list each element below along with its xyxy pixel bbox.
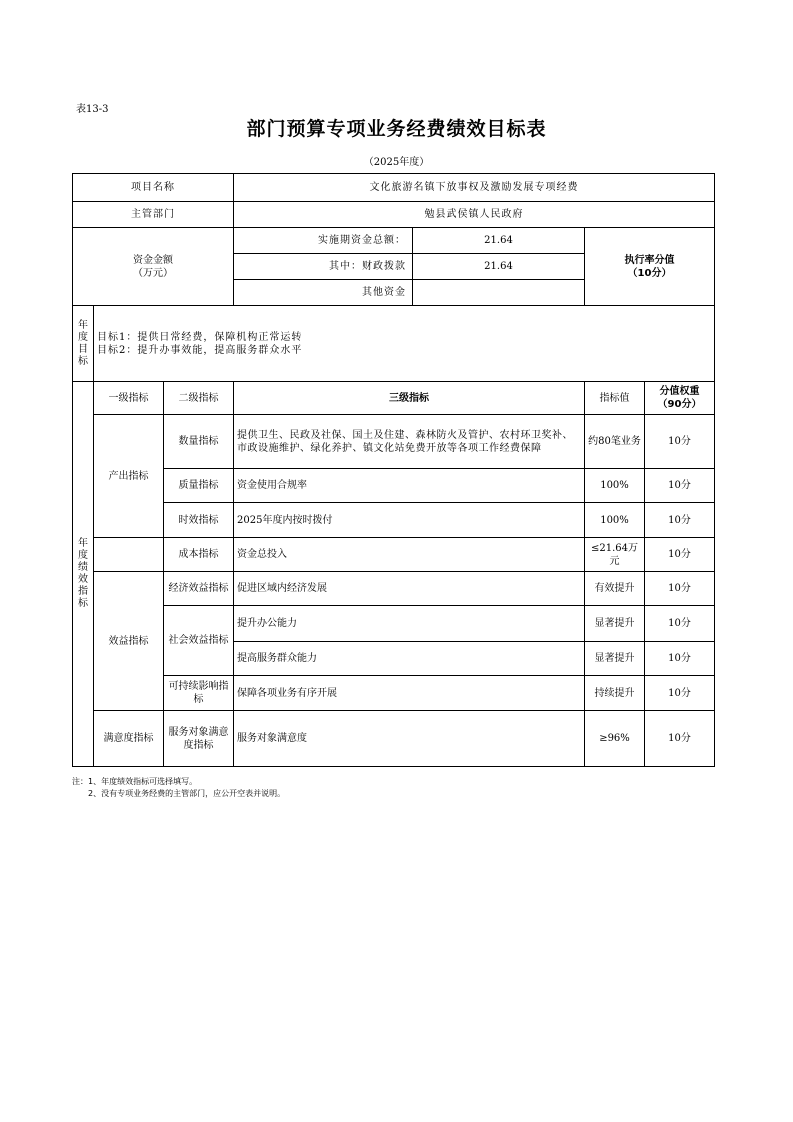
side-char: 效 [78,574,88,585]
side-char: 年 [78,538,88,549]
col-level3-header: 三级指标 [234,382,585,415]
level2-cell: 时效指标 [164,503,234,538]
project-name-row [73,174,715,202]
group-satisfaction-label: 满意度指标 [94,711,164,767]
table-row [73,415,715,469]
funds-other-label: 其他资金 [234,280,413,306]
weight-cell: 10分 [645,469,715,503]
level3-cell: 提供卫生、民政及社保、国土及住建、森林防火及管护、农村环卫奖补、市政设施维护、绿化养护、镇文化站免费开放等各项工作经费保障 [234,415,585,469]
funds-fiscal-value: 21.64 [413,254,585,280]
page-title: 部门预算专项业务经费绩效目标表 [246,118,547,140]
table-row [73,606,715,642]
annual-goal-2: 目标2：提升办事效能，提高服务群众水平 [97,344,303,356]
annual-goal-1: 目标1：提供日常经费，保障机构正常运转 [97,331,303,343]
side-char: 年 [78,319,88,331]
project-name-label: 项目名称 [73,174,234,202]
table-row [73,676,715,711]
group-benefit-label: 效益指标 [94,572,164,711]
footnote-1: 注：1、年度绩效指标可选择填写。 [72,777,198,786]
group-output-label: 产出指标 [94,415,164,538]
indicator-header-row [73,382,715,415]
side-char: 度 [78,550,88,561]
value-cell: 持续提升 [585,676,645,711]
weight-cell: 10分 [645,642,715,676]
level3-cell: 提高服务群众能力 [234,642,585,676]
department-row [73,202,715,228]
level2-cell: 经济效益指标 [164,572,234,606]
col-weight-line2: （90分） [657,399,702,410]
execution-rate-score-line1: 执行率分值 [624,254,675,266]
level3-cell: 资金使用合规率 [234,469,585,503]
side-char: 绩 [78,562,88,573]
side-char: 目 [78,343,88,355]
footnote-2: 2、没有专项业务经费的主管部门，应公开空表并说明。 [88,789,286,798]
funds-total-label: 实施期资金总额： [234,228,413,254]
value-cell: 100% [585,469,645,503]
value-cell: ≥96% [585,711,645,767]
weight-cell: 10分 [645,711,715,767]
level3-cell: 提升办公能力 [234,606,585,642]
level3-cell: 促进区域内经济发展 [234,572,585,606]
level3-cell: 资金总投入 [234,538,585,572]
table-number: 表13-3 [76,104,109,115]
weight-cell: 10分 [645,503,715,538]
level2-cell: 成本指标 [164,538,234,572]
execution-rate-score [585,228,715,306]
value-cell: ≤21.64万元 [585,538,645,572]
table-row [73,503,715,538]
execution-rate-score-line2: （10分） [627,267,672,279]
col-weight-line1: 分值权重 [659,386,700,397]
col-value-header: 指标值 [585,382,645,415]
department-value: 勉县武侯镇人民政府 [234,202,715,228]
weight-cell: 10分 [645,415,715,469]
annual-goals-content [94,306,715,382]
table-row [73,538,715,572]
side-char: 标 [78,355,88,367]
weight-cell: 10分 [645,676,715,711]
side-char: 指 [78,586,88,597]
value-cell: 显著提升 [585,642,645,676]
footnotes [72,776,285,800]
department-label: 主管部门 [73,202,234,228]
table-row [73,469,715,503]
funds-fiscal-label: 其中：财政拨款 [234,254,413,280]
weight-cell: 10分 [645,606,715,642]
value-cell: 100% [585,503,645,538]
col-weight-header [645,382,715,415]
side-char: 度 [78,331,88,343]
level2-cell: 社会效益指标 [164,606,234,676]
group-cost-empty [94,538,164,572]
performance-target-table [72,173,715,767]
funds-label [73,228,234,306]
side-char: 标 [78,598,88,609]
level2-cell: 数量指标 [164,415,234,469]
weight-cell: 10分 [645,572,715,606]
project-name-value: 文化旅游名镇下放事权及激励发展专项经费 [234,174,715,202]
value-cell: 有效提升 [585,572,645,606]
annual-goals-side-label [73,306,94,382]
level3-cell: 保障各项业务有序开展 [234,676,585,711]
funds-total-row [73,228,715,254]
indicators-side-label [73,382,94,767]
annual-goals-row [73,306,715,382]
value-cell: 显著提升 [585,606,645,642]
funds-label-line2: （万元） [133,267,173,279]
level2-cell: 质量指标 [164,469,234,503]
level3-cell: 2025年度内按时拨付 [234,503,585,538]
funds-other-value [413,280,585,306]
funds-label-line1: 资金金额 [133,254,173,266]
fiscal-year: （2025年度） [363,157,430,168]
level2-cell: 服务对象满意度指标 [164,711,234,767]
weight-cell: 10分 [645,538,715,572]
value-cell: 约80笔业务 [585,415,645,469]
level3-cell: 服务对象满意度 [234,711,585,767]
col-level1-header: 一级指标 [94,382,164,415]
col-level2-header: 二级指标 [164,382,234,415]
table-row [73,711,715,767]
funds-total-value: 21.64 [413,228,585,254]
level2-cell: 可持续影响指标 [164,676,234,711]
table-row [73,572,715,606]
